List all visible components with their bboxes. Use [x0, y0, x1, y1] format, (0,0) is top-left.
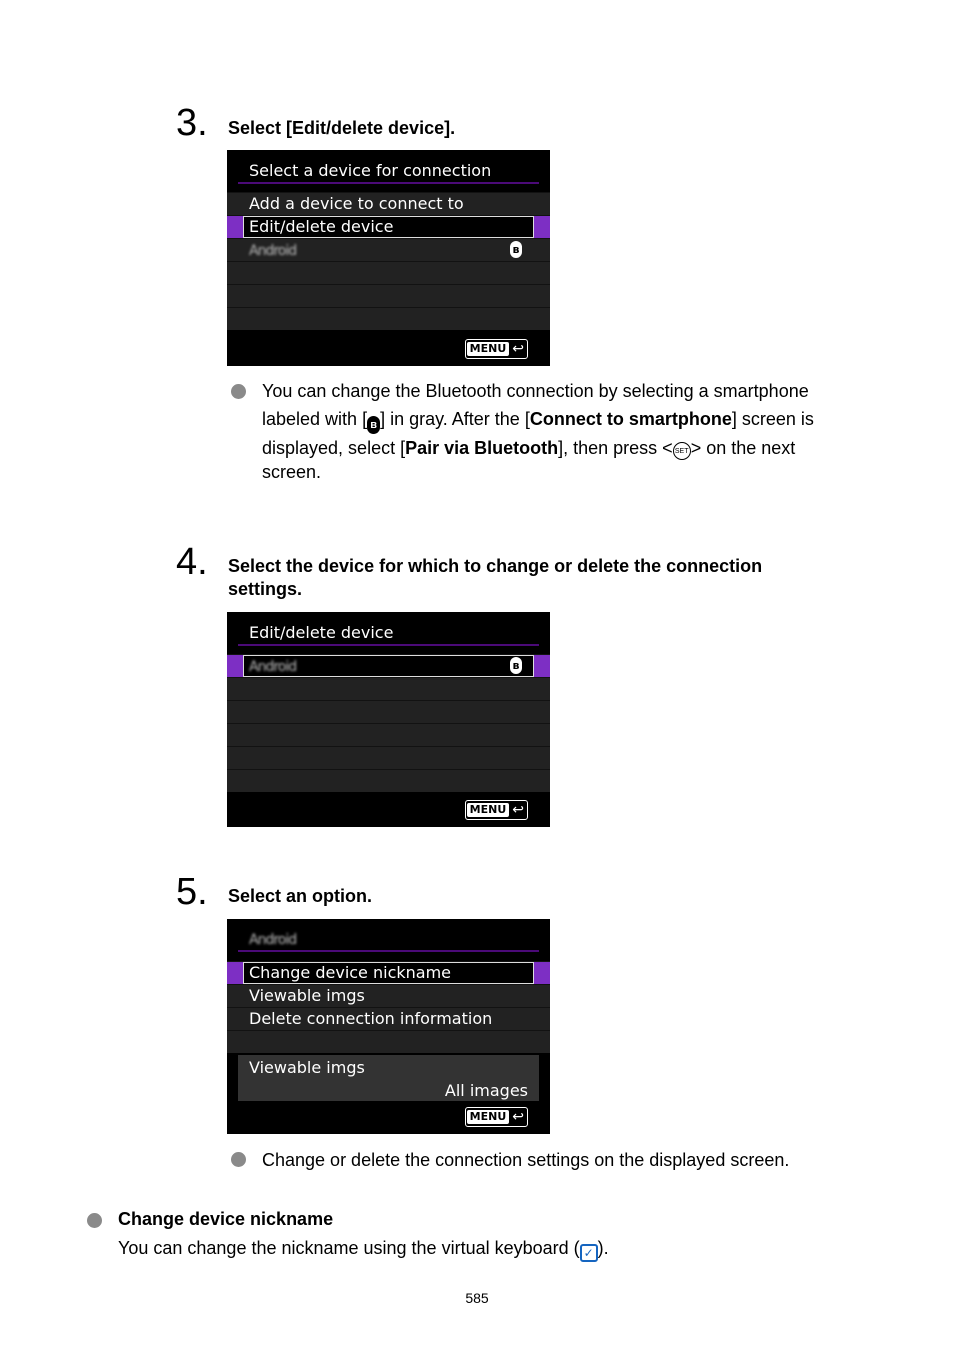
device-name: Android — [249, 243, 297, 259]
menu-row-empty — [227, 261, 550, 284]
bluetooth-icon: ʙ — [367, 416, 380, 434]
menu-row-edit-delete-device[interactable]: Edit/delete device — [227, 215, 550, 238]
camera-screen-edit-delete — [227, 612, 550, 827]
menu-row-empty — [227, 746, 550, 769]
menu-row-device[interactable] — [227, 654, 550, 677]
screen-header — [249, 929, 296, 948]
bullet-icon — [231, 384, 246, 399]
header-divider — [238, 182, 539, 184]
menu-row-empty — [227, 769, 550, 792]
camera-screen-select-device — [227, 150, 550, 366]
menu-row-add-device[interactable]: Add a device to connect to — [227, 192, 550, 215]
bullet-icon — [87, 1213, 102, 1228]
note-change-delete: Change or delete the connection settings on the displayed screen. — [262, 1150, 790, 1170]
info-label: Viewable imgs — [249, 1058, 365, 1077]
step-title: Select an option. — [228, 886, 373, 906]
menu-button[interactable]: MENU ↩ — [465, 339, 528, 359]
menu-button[interactable]: MENU ↩ — [465, 1107, 528, 1127]
bluetooth-icon: ʙ — [510, 657, 522, 674]
screen-header: Select a device for connection — [249, 161, 492, 180]
return-icon: ↩ — [512, 802, 524, 818]
page-number: 585 — [465, 1290, 489, 1306]
menu-row-device[interactable] — [227, 238, 550, 261]
menu-row-empty — [227, 1030, 550, 1053]
return-icon: ↩ — [512, 1109, 524, 1125]
step-title: Select [Edit/delete device]. — [228, 118, 456, 138]
bullet-icon — [231, 1152, 246, 1167]
set-button-icon: SET — [673, 442, 691, 460]
step-title: Select the device for which to change or delete the connection settings. — [228, 556, 763, 599]
menu-row-viewable-imgs[interactable]: Viewable imgs — [227, 984, 550, 1007]
link-icon[interactable]: ✓ — [580, 1244, 598, 1262]
header-divider — [238, 950, 539, 952]
screen-header: Edit/delete device — [249, 623, 394, 642]
note-bluetooth: You can change the Bluetooth connection by selecting a smartphone labeled with [ ʙ ] in gray. After the [Connect to smartphone] screen is displayed, select [Pair via Bluetooth], then press < SET > on the next screen. — [262, 381, 814, 482]
menu-row-delete-connection[interactable]: Delete connection information — [227, 1007, 550, 1030]
menu-button[interactable]: MENU ↩ — [465, 800, 528, 820]
menu-row-empty — [227, 307, 550, 330]
menu-row-empty — [227, 284, 550, 307]
menu-row-empty — [227, 700, 550, 723]
device-name: Android — [249, 932, 297, 948]
bluetooth-icon: ʙ — [510, 241, 522, 258]
header-divider — [238, 644, 539, 646]
step-number: 3. — [176, 102, 208, 144]
camera-screen-options — [227, 919, 550, 1134]
info-value: All images — [444, 1081, 528, 1100]
info-panel — [238, 1055, 539, 1101]
section-title: Change device nickname — [118, 1209, 334, 1229]
menu-row-empty — [227, 723, 550, 746]
step-number: 5. — [176, 871, 208, 913]
device-name: Android — [249, 659, 297, 675]
return-icon: ↩ — [512, 341, 524, 357]
menu-row-change-nickname[interactable]: Change device nickname — [227, 961, 550, 984]
menu-row-empty — [227, 677, 550, 700]
step-number: 4. — [176, 541, 208, 583]
section-text: You can change the nickname using the virtual keyboard ( ✓ ). — [118, 1238, 609, 1260]
